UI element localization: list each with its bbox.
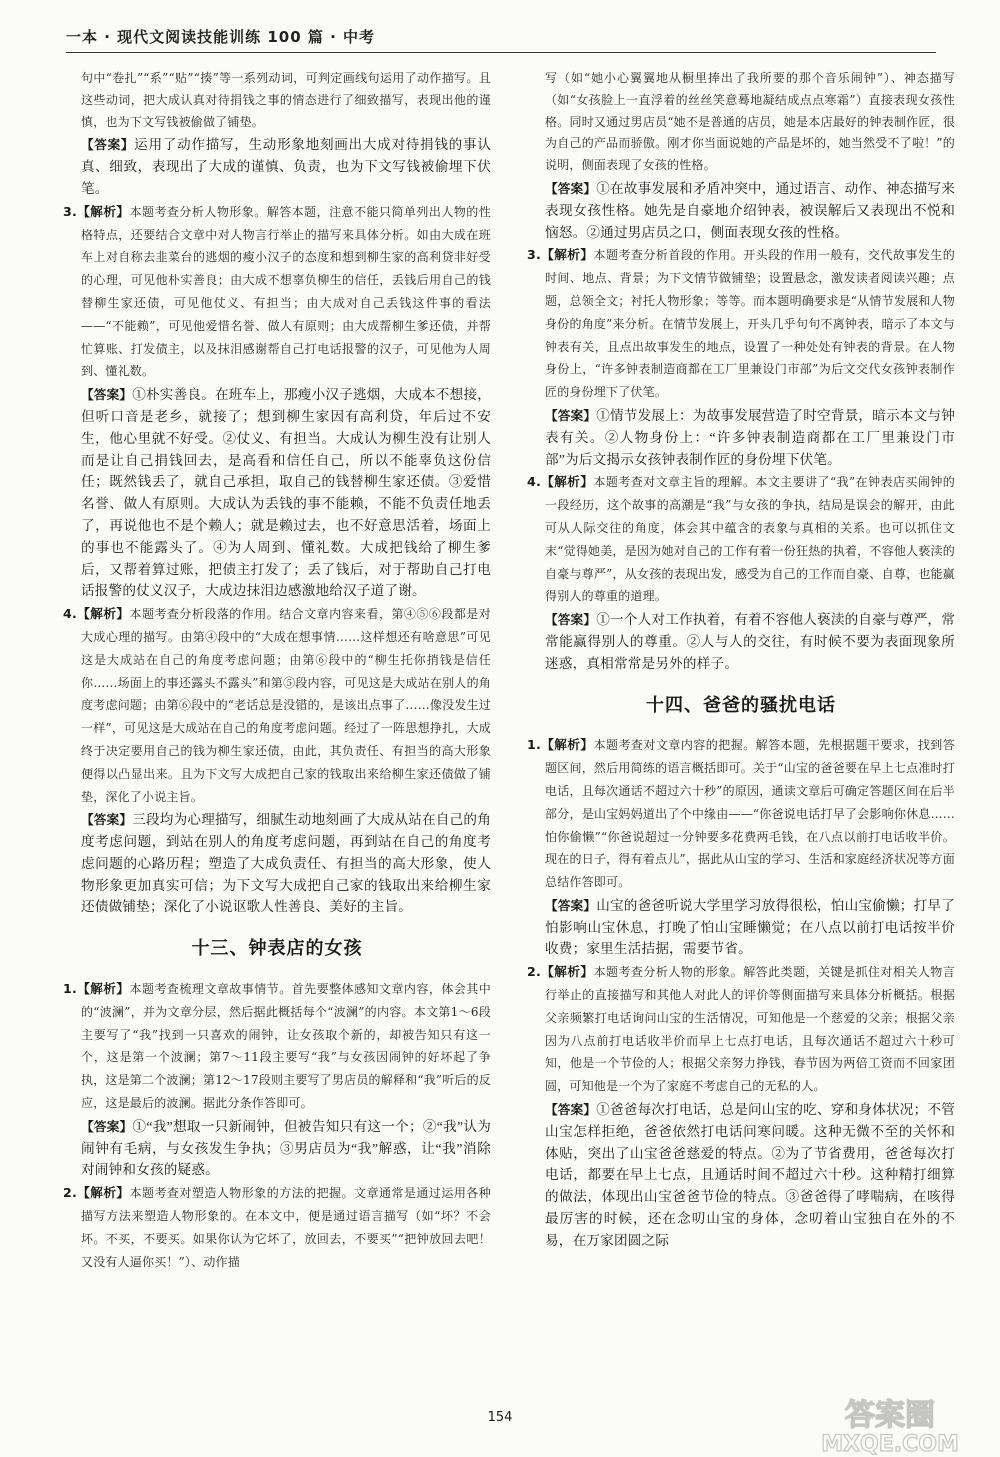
analysis-item (527, 734, 955, 894)
answer-label: 【答案】 (545, 897, 597, 913)
question-number: 4. (63, 606, 77, 622)
analysis-label: 【解析】 (76, 203, 130, 219)
answer-item (527, 178, 955, 243)
running-head: 一本 · 现代文阅读技能训练 100 篇 · 中考 (66, 28, 376, 46)
answer-item (527, 609, 955, 674)
analysis-label: 【解析】 (540, 247, 594, 263)
answer-item (63, 1116, 491, 1181)
answer-item (63, 134, 491, 199)
analysis-text: 本题考查分析人物形象。解答本题，注意不能只简单列出人物的性格特点，还要结合文章中对人物言行举止的描写来具体分析。如由大成在班车上对自称去韭菜台的逃烟的瘦小汉子的态度和想到柳生家的高利贷非好受的心理，可见他朴实善良；由大成不想辜负柳生的信任，丢钱后用自己的钱替柳生家还债，可见他仗义、有担当；由大成对自己丢钱这件事的看法——“不能赖”，可见他爱惜名誉、做人有原则；由大成帮柳生爹还债，并帮忙算账、打发债主，以及抹泪感谢帮自己打电话报警的汉子，可见他为人周到、懂礼数。 (81, 204, 491, 379)
answer-item (527, 405, 955, 470)
answer-label: 【答案】 (81, 812, 133, 828)
question-number: 1. (527, 737, 541, 753)
analysis-text: 本题考查分析人物的形象。解答此类题，关键是抓住对相关人物言行举止的直接描写和其他人对此人的评价等侧面描写来具体分析概括。根据父亲频繁打电话询问山宝的生活情况，可知他是一个慈爱的父亲；根据父亲因为八点前打电话收半价而早上七点打电话，且每次通话不超过六十秒可知，他是一个节俭的人；根据父亲努力挣钱，春节因为两倍工资而不回家团圆，可知他是一个为了家庭不考虑自己的无私的人。 (545, 965, 955, 1094)
answer-label: 【答案】 (81, 387, 133, 403)
answer-text: ①一个人对工作执着，有着不容他人亵渎的自豪与尊严，常常能赢得别人的尊重。②人与人的交往，有时候不要为表面现象所迷惑，真相常常是另外的样子。 (545, 612, 955, 671)
analysis-label: 【解析】 (76, 981, 130, 997)
left-column (63, 68, 491, 1274)
answer-label: 【答案】 (81, 1118, 133, 1134)
answer-text: 山宝的爸爸听说大学里学习放得很松，怕山宝偷懒；打早了怕影响山宝休息，打晚了怕山宝睡懒觉；在八点以前打电话按半价收费；家里生活拮据，需要节省。 (545, 897, 955, 957)
right-column (527, 68, 955, 1253)
question-number: 2. (63, 1185, 77, 1201)
analysis-text: 本题考查梳理文章故事情节。首先要整体感知文章内容，体会其中的“波澜”，并为文章分层，然后据此概括每个“波澜”的内容。本文第1～6段主要写了“我”找到一只喜欢的闹钟，让女孩取个新的，却被告知只有这一个，这是第一个波澜；第7～11段主要写“我”与女孩因闹钟的好坏起了争执，这是第二个波澜；第12～17段则主要写了男店员的解释和“我”听后的反应，这是最后的波澜。据此分条作答即可。 (81, 982, 492, 1111)
answer-text: 运用了动作描写，生动形象地刻画出大成对待捐钱的事认真、细致，表现出了大成的谨慎、负责，也为下文写钱被偷埋下伏笔。 (81, 137, 491, 196)
question-number: 2. (527, 964, 541, 980)
answer-item (63, 384, 491, 602)
answer-label: 【答案】 (545, 180, 597, 196)
analysis-label: 【解析】 (540, 964, 594, 980)
question-number: 3. (63, 203, 77, 219)
question-number: 1. (63, 981, 77, 997)
section-title: 十四、爸爸的骚扰电话 (646, 694, 836, 716)
watermark-logo (790, 1395, 990, 1457)
answer-text: ①朴实善良。在班车上，那瘦小汉子逃烟，大成本不想接，但听口音是老乡，就接了；想到柳生家因有高利贷，年后过不安生，他心里就不好受。②仗义、有担当。大成认为柳生没有让别人而是让自己捐钱回去，是高看和信任自己，所以不能辜负这份信任；既然钱丢了，就自己承担，取自己的钱替柳生家还债。③爱惜名誉、做人有原则。大成认为丢钱的事不能赖，不能不负责任地丢了，再说他也不是个赖人；就是赖过去，也不好意思活着，场面上的事也不能露头了。④为人周到、懂礼数。大成把钱给了柳生爹后，又帮着算过账，把债主打发了；丢了钱后，对于帮助自己打电话报警的仗义汉子，大成边抹泪边感激地给汉子道了谢。 (81, 387, 491, 599)
answer-text: ①情节发展上：为故事发展营造了时空背景，暗示本文与钟表有关。②人物身份上：“许多钟表制造商都在工厂里兼设门市部”为后文揭示女孩钟表制作匠的身份埋下伏笔。 (545, 407, 955, 467)
analysis-label: 【解析】 (76, 1185, 130, 1201)
analysis-item (527, 471, 955, 608)
answer-label: 【答案】 (545, 612, 597, 628)
analysis-item (63, 1182, 491, 1273)
answer-label: 【答案】 (545, 407, 597, 423)
analysis-item (527, 244, 955, 404)
analysis-text: 本题考查对塑造人物形象的方法的把握。文章通常是通过运用各种描写方法来塑造人物形象的。在本文中，便是通过语言描写（如“坏？不会坏。不买，不要买。如果你认为它坏了，放回去，不要买”“把钟放回去吧！又没有人逼你买！”）、动作描 (81, 1186, 491, 1269)
analysis-item (527, 961, 955, 1098)
answer-item (63, 809, 491, 918)
question-number: 4. (527, 474, 541, 490)
section-title: 十三、钟表店的女孩 (191, 938, 363, 960)
analysis-item (63, 201, 491, 383)
continued-paragraph: 写（如“她小心翼翼地从橱里捧出了我所要的那个音乐闹钟”）、神态描写（如“女孩脸上一直浮着的丝丝笑意蓦地凝结成点点寒霜”）直接表现女孩性格。同时又通过男店员“她不是普通的店员，她是本店最好的钟表制作匠，很为自己的产品而骄傲。刚才你当面说她的产品是坏的，她当然受不了啦！”的说明，侧面表现了女孩的性格。 (545, 71, 955, 173)
answer-text: ①爸爸每次打电话，总是问山宝的吃、穿和身体状况；不管山宝怎样拒绝，爸爸依然打电话问寒问暖。这种无微不至的关怀和体贴，突出了山宝爸爸慈爱的特点。②为了节省费用，爸爸每次打电话，都要在早上七点，且通话时间不超过六十秒。这种精打细算的做法，体现出山宝爸爸节俭的特点。③爸爸得了哮喘病，在咳得最厉害的时候，还在念叨山宝的身体，念叨着山宝独自在外的不易，在万家团圆之际 (545, 1102, 955, 1248)
analysis-text: 本题考查分析首段的作用。开头段的作用一般有，交代故事发生的时间、地点、背景；为下文情节做铺垫；设置悬念，激发读者阅读兴趣；点题，总领全文；衬托人物形象；等等。而本题明确要求是“从情节发展和人物身份的角度”来分析。在情节发展上，开头几乎句句不离钟表，暗示了本文与钟表有关，且点出故事发生的地点，设置了一种处处有钟表的背景。在人物身份上，“许多钟表制造商都在工厂里兼设门市部”为后文交代女孩钟表制作匠的身份埋下了伏笔。 (545, 248, 955, 400)
analysis-label: 【解析】 (540, 474, 594, 490)
analysis-item (63, 603, 491, 808)
analysis-item (63, 978, 491, 1115)
answer-text: 三段均为心理描写，细腻生动地刻画了大成从站在自己的角度考虑问题，到站在别人的角度考虑问题，再到站在自己的角度考虑问题的心路历程；塑造了大成负责任、有担当的高大形象，使人物形象更加真实可信；为下文写大成把自己家的钱取出来给柳生家还债做铺垫；深化了小说讴歌人性善良、美好的主旨。 (81, 812, 491, 915)
answer-label: 【答案】 (545, 1102, 597, 1118)
watermark-brand: 答案圈 (845, 1398, 935, 1433)
analysis-text: 本题考查对文章内容的把握。解答本题，先根据题干要求，找到答题区间，然后用简练的语言概括即可。关于“山宝的爸爸要在早上七点准时打电话，且每次通话不超过六十秒”的原因，通读文章后可确定答题区间在后半部分，是山宝妈妈道出了个中缘由——“你爸说电话打早了会影响你休息……怕你偷懒”“你爸说超过一分钟要多花费两毛钱，在八点以前打电话收半价。现在的日子，得有着点儿”，据此从山宝的学习、生活和家庭经济状况等方面总结作答即可。 (545, 738, 955, 890)
answer-item (527, 1099, 955, 1252)
analysis-text: 本题考查分析段落的作用。结合文章内容来看，第④⑤⑥段都是对大成心理的描写。由第④段中的“大成在想事情……这样想还有啥意思”可见这是大成站在自己的角度考虑问题；由第⑥段中的“柳生托你捎钱是信任你……场面上的事还露头不露头”和第⑤段内容，可见这是大成站在别人的角度考虑问题；由第⑥段中的“老话总是没错的，是该出点事了……像没发生过一样”，可见这是大成站在自己的角度考虑问题。经过了一阵思想挣扎，大成终于决定要用自己的钱为柳生家还债，由此，其负责任、有担当的高大形象便得以凸显出来。且为下文写大成把自己家的钱取出来给柳生家还债做了铺垫，深化了小说主旨。 (81, 607, 491, 804)
answer-text: ①“我”想取一只新闹钟，但被告知只有这一个；②“我”认为闹钟有毛病，与女孩发生争执；③男店员为“我”解惑，让“我”消除对闹钟和女孩的疑惑。 (81, 1118, 491, 1178)
header-rule (66, 52, 936, 53)
analysis-label: 【解析】 (540, 737, 594, 753)
answer-text: ①在故事发展和矛盾冲突中，通过语言、动作、神态描写来表现女孩性格。她先是自豪地介绍钟表，被误解后又表现出不悦和恼怒。②通过男店员之口，侧面表现女孩的性格。 (545, 180, 955, 240)
watermark-url: MXQE.COM (821, 1432, 959, 1457)
analysis-text: 本题考查对文章主旨的理解。本文主要讲了“我”在钟表店买闹钟的一段经历，这个故事的高潮是“我”与女孩的争执，结局是误会的解开，由此可从人际交往的角度，体会其中蕴含的表象与真相的关系。也可以抓住文末“觉得她美，是因为她对自己的工作有着一份狂热的执着，不容他人亵渎的自豪与尊严”，从女孩的表现出发，感受为自己的工作而自豪、自尊，也能赢得别人的尊重的道理。 (545, 475, 955, 604)
answer-item (527, 895, 955, 960)
page-number: 154 (487, 1410, 513, 1425)
analysis-label: 【解析】 (76, 606, 130, 622)
question-number: 3. (527, 247, 541, 263)
answer-label: 【答案】 (81, 137, 135, 153)
continued-paragraph: 句中“卷扎”“系”“贴”“揍”等一系列动词，可判定画线句运用了动作描写。且这些动词，把大成认真对待捐钱之事的情态进行了细致描写，表现出他的谨慎，也为下文写钱被偷做了铺垫。 (81, 71, 491, 129)
